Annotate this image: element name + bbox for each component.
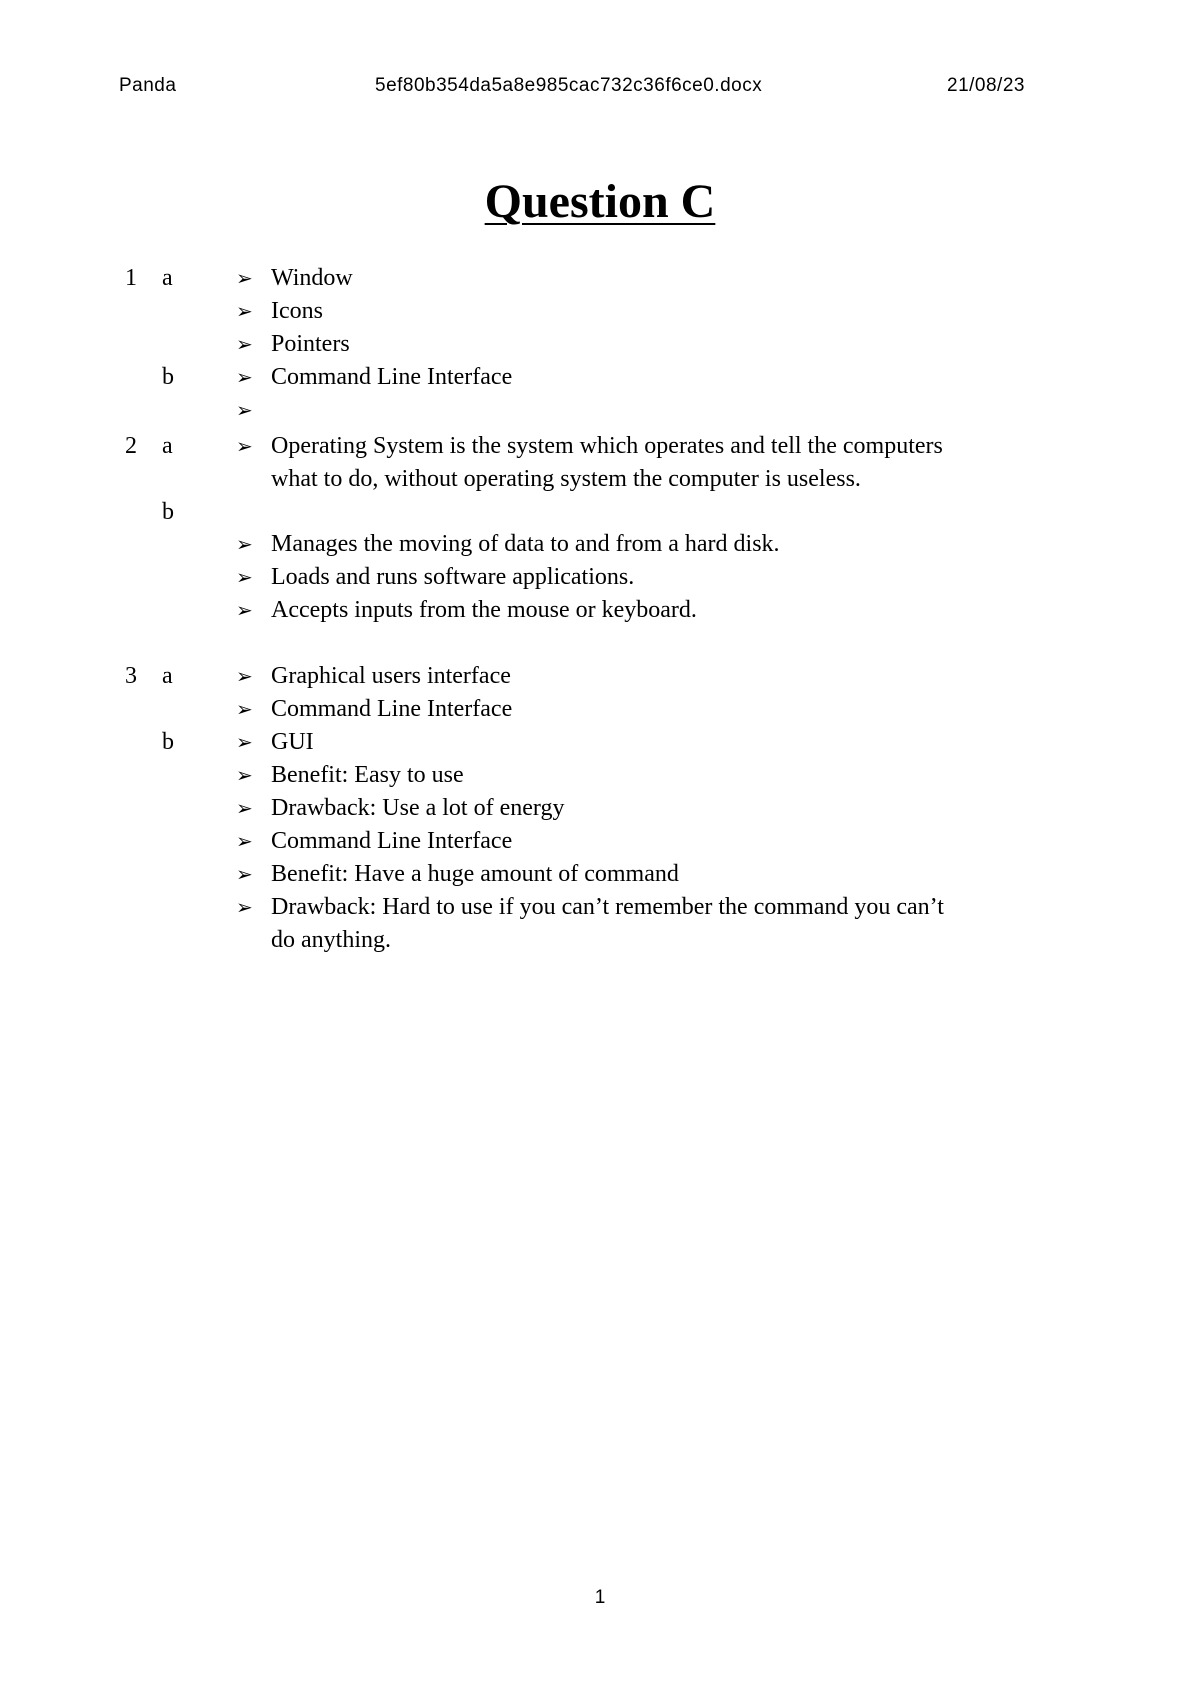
arrow-bullet-icon: ➢ <box>236 598 253 622</box>
list-row <box>0 759 1200 792</box>
arrow-bullet-icon: ➢ <box>236 365 253 389</box>
question-part: b <box>162 499 174 525</box>
arrow-bullet-icon: ➢ <box>236 697 253 721</box>
page-number: 1 <box>594 1587 606 1608</box>
answer-text: Loads and runs software applications. <box>271 564 635 590</box>
list-row <box>0 262 1200 295</box>
answer-text: what to do, without operating system the computer is useless. <box>271 466 861 492</box>
answer-text: Benefit: Easy to use <box>271 762 464 788</box>
question-part: b <box>162 729 174 755</box>
answer-text: Graphical users interface <box>271 663 511 689</box>
answer-text: Window <box>271 265 353 291</box>
list-row <box>0 328 1200 361</box>
arrow-bullet-icon: ➢ <box>236 532 253 556</box>
answer-text: do anything. <box>271 927 391 953</box>
list-row <box>0 693 1200 726</box>
arrow-bullet-icon: ➢ <box>236 266 253 290</box>
list-row <box>0 295 1200 328</box>
question-part: a <box>162 433 173 459</box>
arrow-bullet-icon: ➢ <box>236 398 253 422</box>
arrow-bullet-icon: ➢ <box>236 796 253 820</box>
answer-text: Drawback: Use a lot of energy <box>271 795 565 821</box>
answer-text: GUI <box>271 729 314 755</box>
answer-text: Command Line Interface <box>271 364 513 390</box>
list-row <box>0 594 1200 627</box>
header-filename: 5ef80b354da5a8e985cac732c36f6ce0.docx <box>375 75 763 96</box>
list-row <box>0 858 1200 891</box>
list-row <box>0 792 1200 825</box>
arrow-bullet-icon: ➢ <box>236 730 253 754</box>
arrow-bullet-icon: ➢ <box>236 829 253 853</box>
header-author: Panda <box>119 75 177 96</box>
list-row <box>0 430 1200 463</box>
question-part: a <box>162 663 173 689</box>
question-number: 2 <box>125 433 137 459</box>
list-row <box>0 361 1200 394</box>
arrow-bullet-icon: ➢ <box>236 434 253 458</box>
arrow-bullet-icon: ➢ <box>236 332 253 356</box>
arrow-bullet-icon: ➢ <box>236 565 253 589</box>
answer-text: Manages the moving of data to and from a hard disk. <box>271 531 780 557</box>
question-part: a <box>162 265 173 291</box>
question-number: 1 <box>125 265 137 291</box>
answer-text: Command Line Interface <box>271 828 513 854</box>
answer-text: Pointers <box>271 331 350 357</box>
answer-text: Command Line Interface <box>271 696 513 722</box>
list-row <box>0 394 1200 427</box>
list-row <box>0 496 1200 529</box>
arrow-bullet-icon: ➢ <box>236 763 253 787</box>
list-row <box>0 660 1200 693</box>
arrow-bullet-icon: ➢ <box>236 299 253 323</box>
list-row <box>0 924 1200 957</box>
list-row <box>0 891 1200 924</box>
page-title: Question C <box>484 175 716 228</box>
question-number: 3 <box>125 663 137 689</box>
list-row <box>0 463 1200 496</box>
answer-text: Accepts inputs from the mouse or keyboard. <box>271 597 697 623</box>
header-date: 21/08/23 <box>947 75 1025 96</box>
answer-text: Drawback: Hard to use if you can’t remember the command you can’t <box>271 894 944 920</box>
answer-text: Icons <box>271 298 323 324</box>
list-row <box>0 561 1200 594</box>
list-row <box>0 528 1200 561</box>
arrow-bullet-icon: ➢ <box>236 895 253 919</box>
list-row <box>0 726 1200 759</box>
question-part: b <box>162 364 174 390</box>
list-row <box>0 825 1200 858</box>
arrow-bullet-icon: ➢ <box>236 862 253 886</box>
arrow-bullet-icon: ➢ <box>236 664 253 688</box>
answer-text: Operating System is the system which operates and tell the computers <box>271 433 943 459</box>
answer-text: Benefit: Have a huge amount of command <box>271 861 679 887</box>
